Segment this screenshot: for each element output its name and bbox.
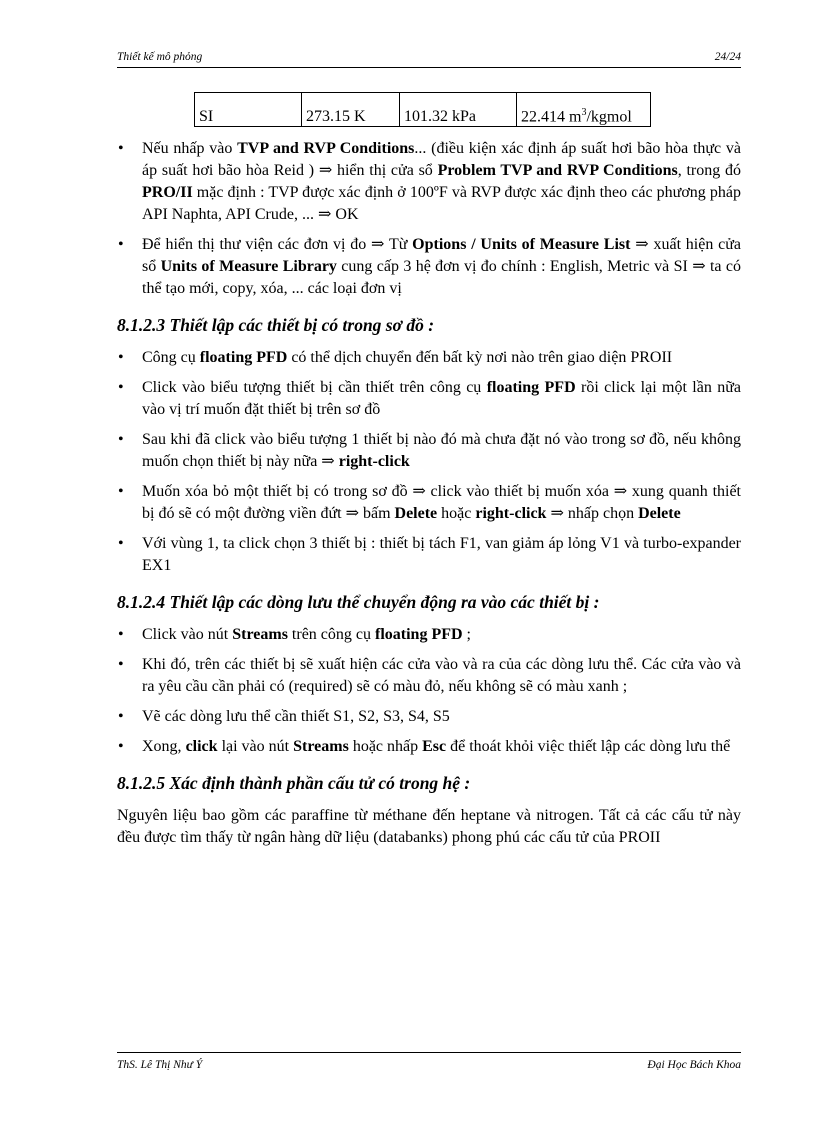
pressure-cell: 101.32 kPa	[400, 93, 517, 127]
list-item: • Xong, click lại vào nút Streams hoặc nhấp Esc để thoát khỏi việc thiết lập các dòng lưu thể	[117, 736, 741, 758]
list-item: • Sau khi đã click vào biểu tượng 1 thiết bị nào đó mà chưa đặt nó vào trong sơ đồ, nếu không muốn chọn thiết bị này nữa ⇒ right-click	[117, 429, 741, 473]
footer-rule	[117, 1052, 741, 1053]
header-rule	[117, 67, 741, 68]
unit-table	[194, 92, 651, 127]
bullet-list-equipment	[117, 347, 741, 577]
page-number: 24/24	[714, 51, 741, 63]
list-item: • Vẽ các dòng lưu thể cần thiết S1, S2, S3, S4, S5	[117, 706, 741, 728]
temperature-cell: 273.15 K	[302, 93, 400, 127]
institution: Đại Học Bách Khoa	[647, 1059, 741, 1071]
volume-cell: 22.414 $m^3$/kgmol	[517, 93, 651, 127]
list-item: • Muốn xóa bỏ một thiết bị có trong sơ đồ ⇒ click vào thiết bị muốn xóa ⇒ xung quanh thiết bị đó sẽ có một đường viền đứt ⇒ bấm Delete hoặc right-click ⇒ nhấp chọn Delete	[117, 481, 741, 525]
author: ThS. Lê Thị Như Ý	[117, 1059, 203, 1071]
table-row	[195, 93, 651, 127]
section-heading-8-1-2-5: 8.1.2.5 Xác định thành phần cấu tử có trong hệ :	[117, 773, 471, 793]
section-heading-8-1-2-4: 8.1.2.4 Thiết lập các dòng lưu thể chuyển động ra vào các thiết bị :	[117, 592, 600, 612]
header-title: Thiết kế mô phỏng	[117, 51, 203, 63]
bullet-list-streams	[117, 624, 741, 758]
unit-system-cell: SI	[195, 93, 302, 127]
section-heading-8-1-2-3: 8.1.2.3 Thiết lập các thiết bị có trong sơ đồ :	[117, 315, 435, 335]
page-footer	[117, 1059, 741, 1071]
list-item: • Với vùng 1, ta click chọn 3 thiết bị : thiết bị tách F1, van giảm áp lỏng V1 và turbo-expander EX1	[117, 533, 741, 577]
bullet-list-conditions	[117, 138, 741, 300]
list-item: • Click vào biểu tượng thiết bị cần thiết trên công cụ floating PFD rồi click lại một lần nữa vào vị trí muốn đặt thiết bị trên sơ đồ	[117, 377, 741, 421]
list-item: • Click vào nút Streams trên công cụ floating PFD ;	[117, 624, 741, 646]
list-item: • Công cụ floating PFD có thể dịch chuyển đến bất kỳ nơi nào trên giao diện PROII	[117, 347, 741, 369]
page-body	[117, 138, 741, 849]
page-header	[117, 51, 741, 63]
body-paragraph: Nguyên liệu bao gồm các paraffine từ méthane đến heptane và nitrogen. Tất cả các cấu tử này đều được tìm thấy từ ngân hàng dữ liệu (databanks) phong phú các cấu tử của PROII	[117, 807, 741, 846]
list-item: • Để hiển thị thư viện các đơn vị đo ⇒ Từ Options / Units of Measure List ⇒ xuất hiện cửa sổ Units of Measure Library cung cấp 3 hệ đơn vị đo chính : English, Metric và SI ⇒ ta có thể tạo mới, copy, xóa, ... các loại đơn vị	[117, 234, 741, 300]
list-item: • Nếu nhấp vào TVP and RVP Conditions... (điều kiện xác định áp suất hơi bão hòa thực và áp suất hơi bão hòa Reid ) ⇒ hiển thị cửa sổ Problem TVP and RVP Conditions, trong đó PRO/II mặc định : TVP được xác định ở 100ºF và RVP được xác định theo các phương pháp API Naphta, API Crude, ... ⇒ OK	[117, 138, 741, 226]
list-item: • Khi đó, trên các thiết bị sẽ xuất hiện các cửa vào và ra của các dòng lưu thể. Các cửa vào và ra yêu cầu cần phải có (required) sẽ có màu đỏ, nếu không sẽ có màu xanh ;	[117, 654, 741, 698]
